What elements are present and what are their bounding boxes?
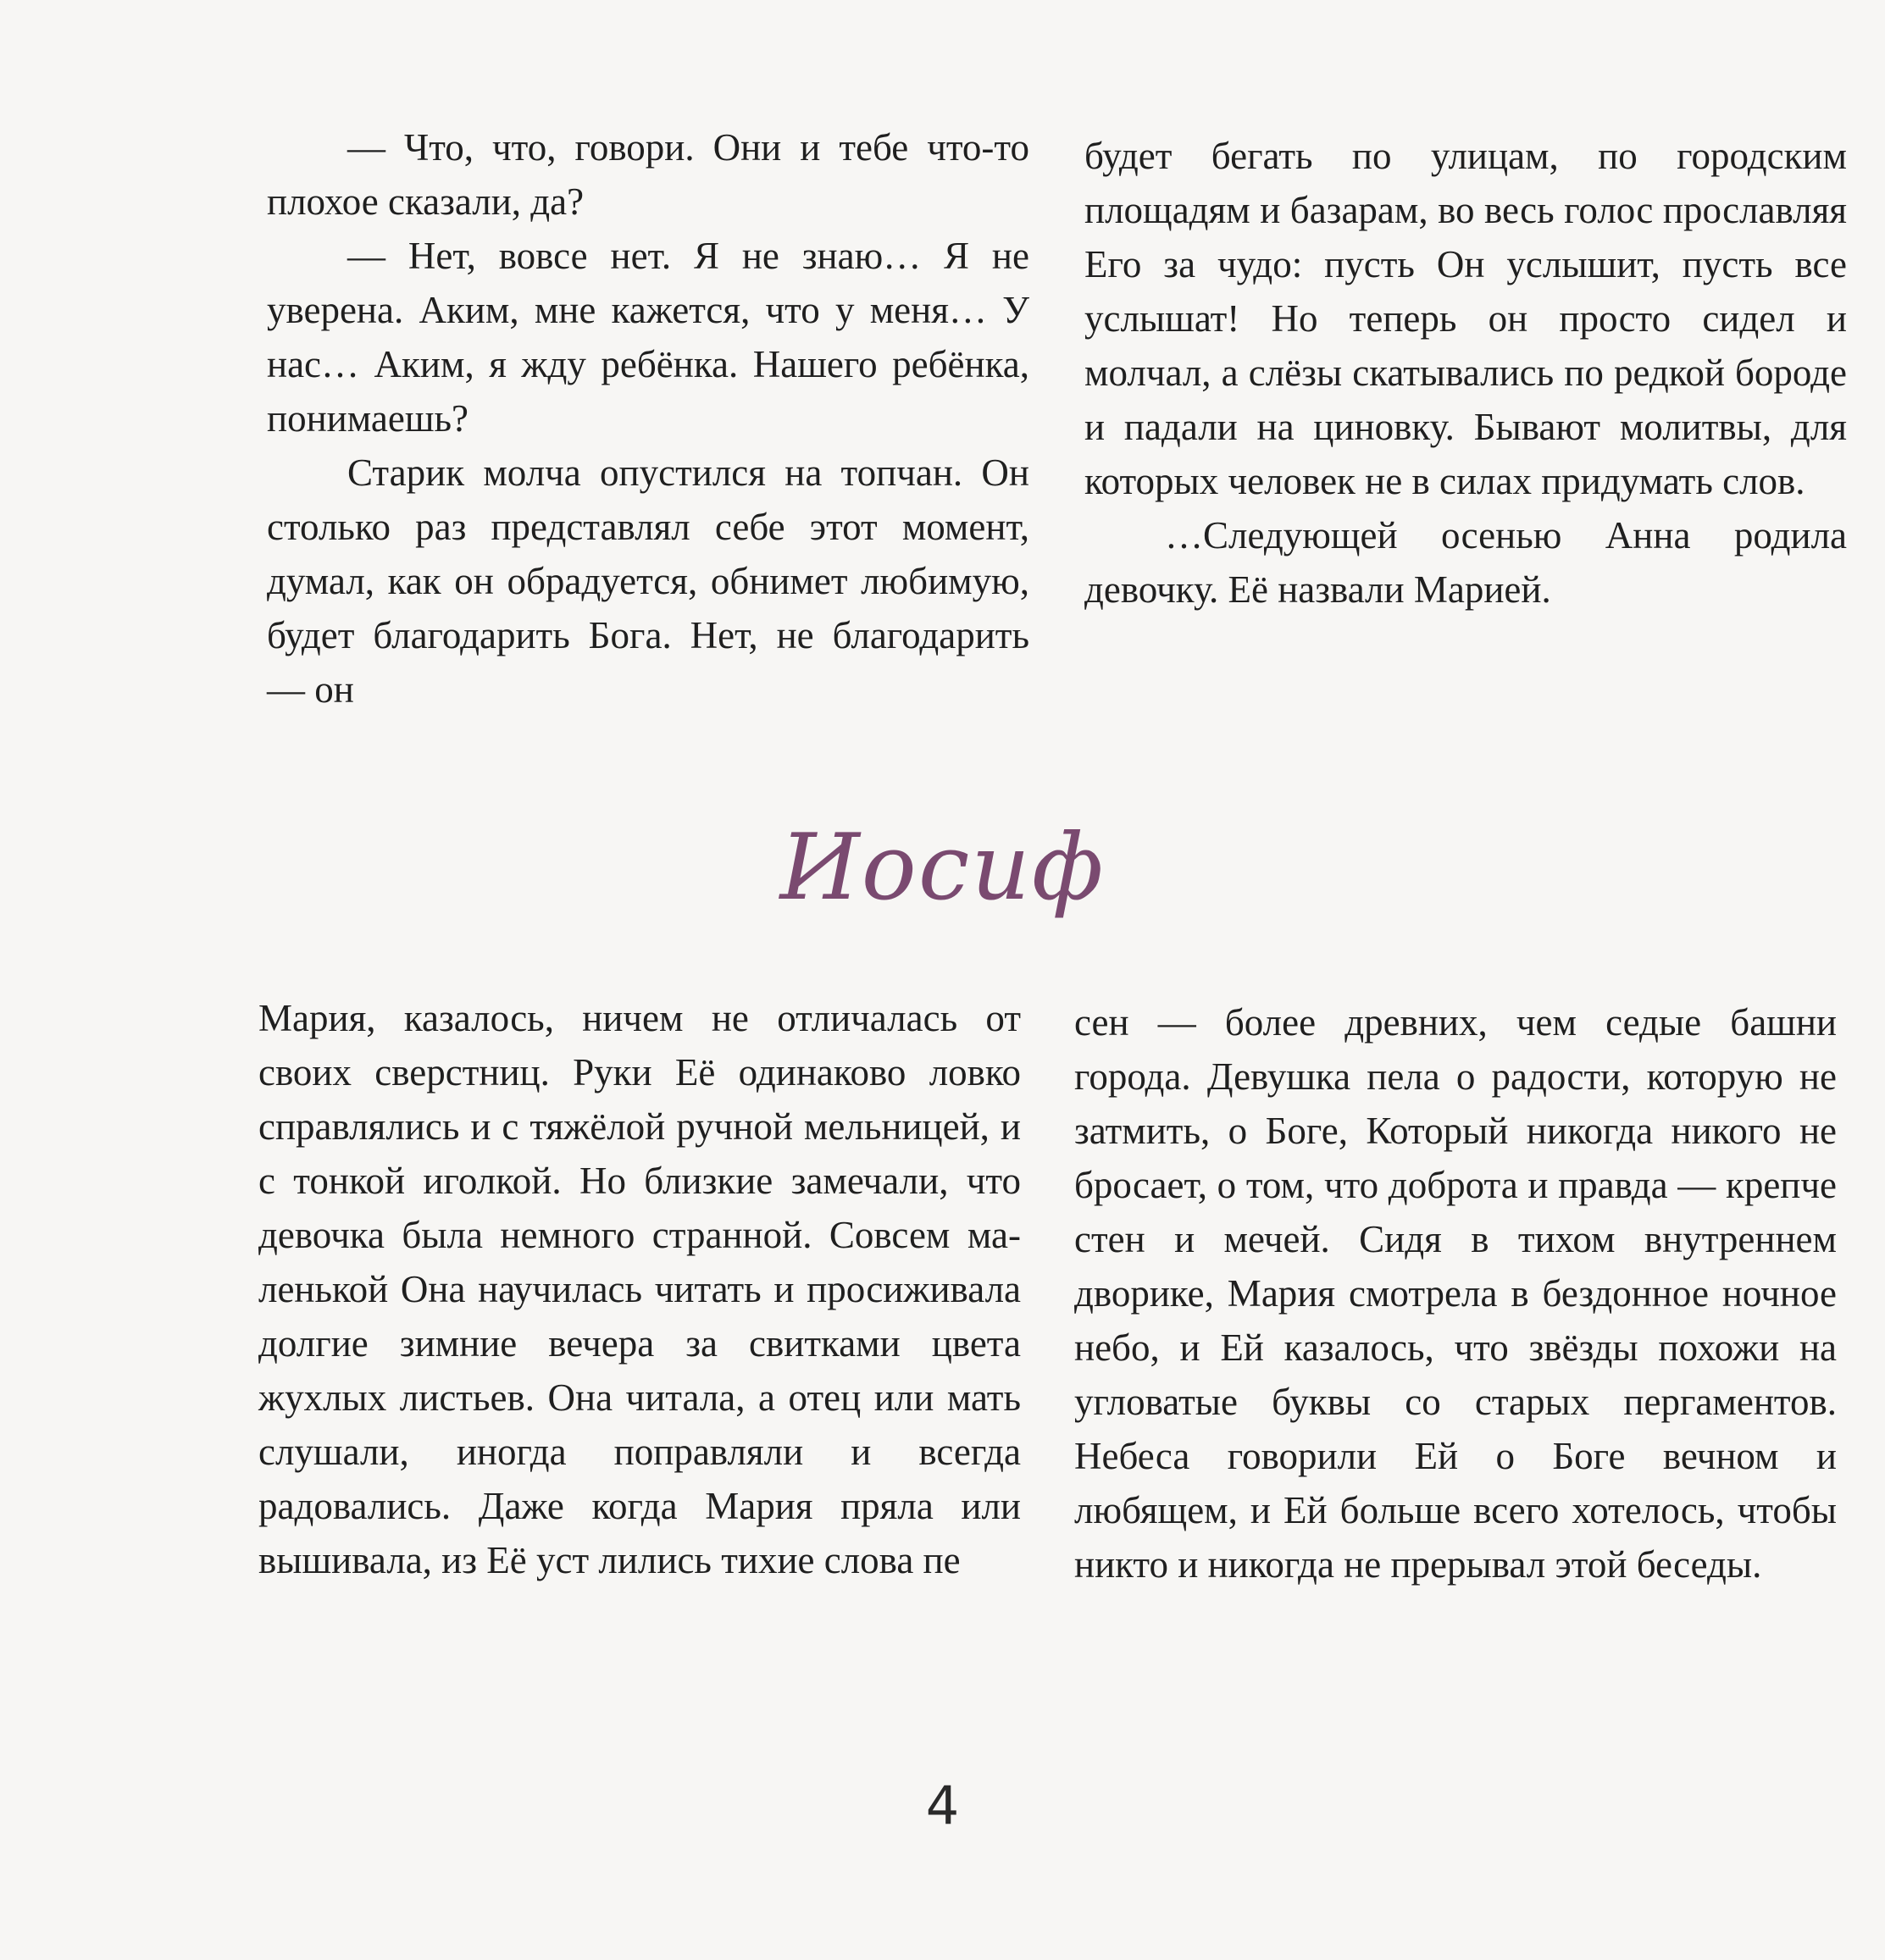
paragraph: …Следующей осенью Анна родила девочку. Её назвали Марией. — [1084, 514, 1847, 611]
text-column-top-left — [267, 120, 1029, 717]
text-column-bottom-right — [1074, 995, 1837, 1592]
text-column-bottom-left — [258, 991, 1021, 1587]
paragraph: — Нет, вовсе нет. Я не знаю… Я не уверена. Аким, мне кажется, что у меня… У нас… Аким, я жду ребёнка. Нашего ребёнка, понимаешь? — [267, 235, 1029, 440]
paragraph: будет бегать по улицам, по городским площадям и базарам, во весь голос прославляя Его за чудо: пусть Он услышит, пусть все услышат! Но теперь он просто сидел и молчал, а слёзы скатывались по редкой бороде и падали на циновку. Бывают молитвы, для которых человек не в силах придумать слов. — [1084, 135, 1847, 502]
paragraph: Мария, казалось, ничем не отличалась от своих сверстниц. Руки Её одинаково ловко справлялись и с тяжёлой ручной мельницей, и с тонкой иголкой. Но близкие замечали, что девочка была немного странной. Совсем маленькой Она научилась читать и просиживала долгие зимние вечера за свитками цвета жухлых листьев. Она читала, а отец или мать слушали, иногда поправляли и всегда радовались. Даже когда Мария пряла или вышивала, из Её уст лились тихие слова пе — [258, 997, 1021, 1581]
text-column-top-right — [1084, 129, 1847, 617]
paragraph: — Что, что, говори. Они и тебе что-то плохое сказали, да? — [267, 126, 1029, 223]
paragraph: Старик молча опустился на топчан. Он столько раз представлял себе этот момент, думал, как он обрадуется, обнимет любимую, будет благодарить Бога. Нет, не благодарить — он — [267, 451, 1029, 711]
chapter-title: Иосиф — [779, 815, 1106, 921]
page-number: 4 — [925, 1775, 960, 1836]
paragraph: сен — более древних, чем седые башни города. Девушка пела о радости, которую не затмить, о Боге, Который никогда никого не бросает, о том, что доброта и правда — крепче стен и мечей. Сидя в тихом внутреннем дворике, Мария смотрела в бездонное ночное небо, и Ей казалось, что звёзды похожи на угловатые буквы со старых пергаментов. Небеса говорили Ей о Боге вечном и любящем, и Ей больше всего хотелось, чтобы никто и никогда не прерывал этой беседы. — [1074, 1001, 1837, 1586]
